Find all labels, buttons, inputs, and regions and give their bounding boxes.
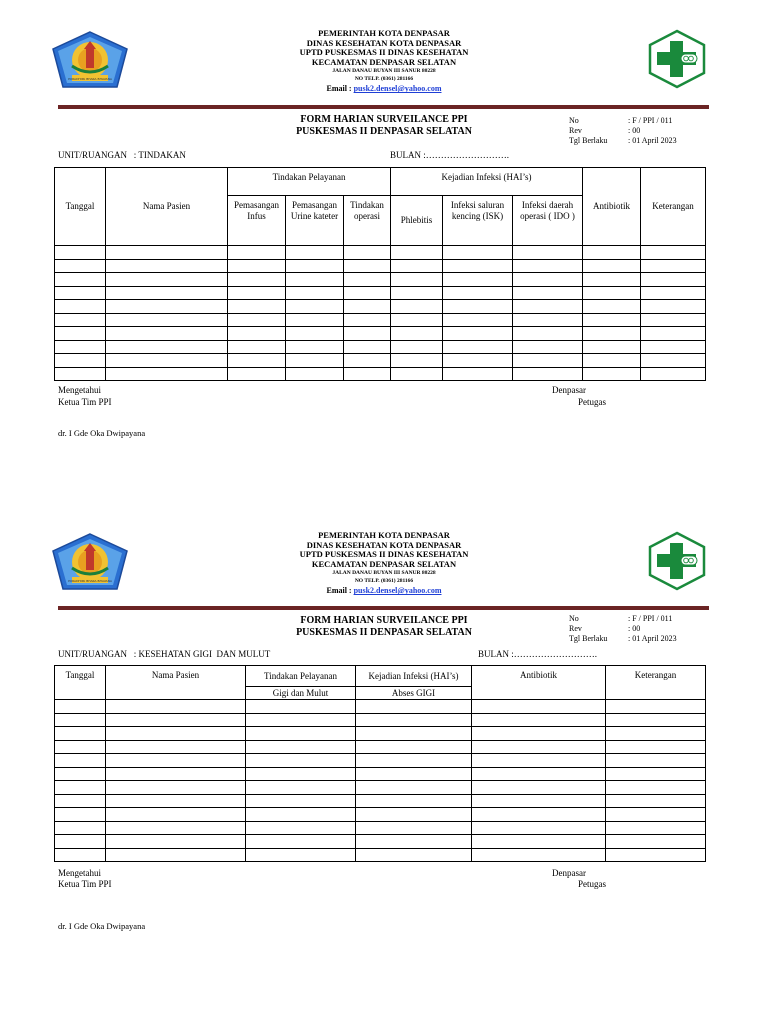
form-title-line: FORM HARIAN SURVEILANCE PPI (300, 114, 468, 125)
table-cell[interactable] (583, 273, 641, 287)
ketua-label: Ketua Tim PPI (58, 397, 112, 407)
table-cell[interactable] (55, 713, 106, 727)
table-cell[interactable] (443, 340, 513, 354)
table-cell[interactable] (106, 700, 246, 714)
table-row (55, 794, 706, 808)
col-nama-pasien: Nama Pasien (106, 168, 228, 246)
table-cell[interactable] (513, 354, 583, 368)
table-row (55, 848, 706, 862)
table-cell[interactable] (246, 767, 356, 781)
table-cell[interactable] (286, 313, 344, 327)
table-cell[interactable] (286, 286, 344, 300)
table-cell[interactable] (228, 313, 286, 327)
puskesmas-logo-icon (645, 29, 709, 89)
table-cell[interactable] (641, 273, 706, 287)
col-keterangan: Keterangan (641, 168, 706, 246)
table-cell[interactable] (356, 767, 472, 781)
puskesmas-logo-icon (645, 531, 709, 591)
table-cell[interactable] (106, 808, 246, 822)
surveillance-table (54, 665, 706, 862)
table-cell[interactable] (606, 835, 706, 849)
table-cell[interactable] (472, 794, 606, 808)
letterhead-line: DINAS KESEHATAN KOTA DENPASAR (306, 37, 462, 48)
letterhead-phone: NO TELP. (0361) 281166 (354, 578, 414, 585)
table-cell[interactable] (246, 808, 356, 822)
doctor-name: dr. I Gde Oka Dwipayana (58, 428, 146, 438)
table-cell[interactable] (472, 835, 606, 849)
letterhead-line: KECAMATAN DENPASAR SELATAN (311, 56, 457, 67)
meta-key: Rev (569, 126, 582, 135)
email-label: Email : (326, 586, 354, 596)
table-cell[interactable] (513, 259, 583, 273)
table-cell[interactable] (391, 300, 443, 314)
table-cell[interactable] (391, 340, 443, 354)
table-cell[interactable] (246, 781, 356, 795)
table-cell[interactable] (286, 354, 344, 368)
table-cell[interactable] (106, 259, 228, 273)
table-cell[interactable] (356, 848, 472, 862)
meta-value: : 00 (628, 126, 641, 135)
table-cell[interactable] (286, 300, 344, 314)
col-tindakan-operasi: Tindakan operasi (344, 196, 391, 246)
letterhead-email-row (230, 585, 538, 596)
table-cell[interactable] (356, 727, 472, 741)
col-ido: Infeksi daerah operasi ( IDO ) (513, 196, 583, 246)
table-cell[interactable] (443, 286, 513, 300)
meta-key: Tgl Berlaku (569, 634, 608, 643)
table-cell[interactable] (246, 727, 356, 741)
table-row (55, 286, 706, 300)
table-cell[interactable] (443, 273, 513, 287)
form-title-line: PUSKESMAS II DENPASAR SELATAN (296, 126, 472, 137)
table-cell[interactable] (55, 821, 106, 835)
form-kesehatan-gigi (0, 502, 768, 1002)
table-cell[interactable] (106, 246, 228, 260)
col-keterangan: Keterangan (606, 666, 706, 700)
table-row (55, 327, 706, 341)
table-row (55, 808, 706, 822)
table-cell[interactable] (443, 313, 513, 327)
table-cell[interactable] (55, 808, 106, 822)
form-title-line: PUSKESMAS II DENPASAR SELATAN (296, 627, 472, 638)
form-title (260, 615, 508, 639)
table-cell[interactable] (286, 367, 344, 381)
meta-value: : F / PPI / 011 (628, 614, 673, 623)
table-cell[interactable] (106, 781, 246, 795)
table-cell[interactable] (106, 354, 228, 368)
table-cell[interactable] (641, 246, 706, 260)
table-cell[interactable] (606, 754, 706, 768)
table-cell[interactable] (443, 367, 513, 381)
table-cell[interactable] (106, 727, 246, 741)
table-cell[interactable] (55, 327, 106, 341)
denpasar-label: Denpasar (552, 385, 586, 395)
table-cell[interactable] (641, 367, 706, 381)
table-cell[interactable] (106, 754, 246, 768)
letterhead-line: PEMERINTAH KOTA DENPASAR (318, 530, 450, 540)
email-link[interactable]: pusk2.densel@yahoo.com (353, 84, 442, 94)
table-cell[interactable] (55, 848, 106, 862)
table-row (55, 700, 706, 714)
table-cell[interactable] (606, 781, 706, 795)
table-cell[interactable] (356, 713, 472, 727)
meta-key: No (569, 614, 579, 623)
table-cell[interactable] (228, 286, 286, 300)
table-cell[interactable] (228, 300, 286, 314)
table-cell[interactable] (246, 754, 356, 768)
table-cell[interactable] (246, 794, 356, 808)
table-cell[interactable] (286, 273, 344, 287)
table-cell[interactable] (513, 273, 583, 287)
table-cell[interactable] (356, 821, 472, 835)
table-cell[interactable] (106, 794, 246, 808)
table-cell[interactable] (391, 313, 443, 327)
table-cell[interactable] (606, 740, 706, 754)
letterhead-email-row (230, 83, 538, 94)
table-cell[interactable] (106, 273, 228, 287)
table-cell[interactable] (513, 340, 583, 354)
table-cell[interactable] (472, 781, 606, 795)
table-cell[interactable] (606, 848, 706, 862)
table-cell[interactable] (344, 273, 391, 287)
table-cell[interactable] (106, 327, 228, 341)
form-title (260, 114, 508, 138)
table-cell[interactable] (583, 286, 641, 300)
table-cell[interactable] (106, 713, 246, 727)
table-row (55, 313, 706, 327)
meta-key: Rev (569, 624, 582, 633)
table-row (55, 835, 706, 849)
table-cell[interactable] (55, 700, 106, 714)
table-row (55, 367, 706, 381)
table-cell[interactable] (443, 259, 513, 273)
letterhead-line: PEMERINTAH KOTA DENPASAR (318, 28, 450, 38)
letterhead-line: KECAMATAN DENPASAR SELATAN (311, 558, 457, 569)
table-cell[interactable] (106, 367, 228, 381)
table-cell[interactable] (246, 821, 356, 835)
col-kejadian-infeksi: Kejadian Infeksi (HAI’s) (356, 666, 472, 687)
table-cell[interactable] (55, 246, 106, 260)
table-cell[interactable] (472, 713, 606, 727)
table-cell[interactable] (356, 794, 472, 808)
table-cell[interactable] (106, 835, 246, 849)
table-cell[interactable] (344, 313, 391, 327)
col-tanggal: Tanggal (55, 666, 106, 700)
table-row (55, 821, 706, 835)
table-cell[interactable] (106, 848, 246, 862)
meta-value: : 00 (628, 624, 641, 633)
table-cell[interactable] (55, 754, 106, 768)
table-cell[interactable] (472, 700, 606, 714)
table-cell[interactable] (513, 300, 583, 314)
table-cell[interactable] (228, 340, 286, 354)
table-cell[interactable] (606, 713, 706, 727)
table-cell[interactable] (106, 286, 228, 300)
table-cell[interactable] (513, 246, 583, 260)
col-phlebitis: Phlebitis (391, 196, 443, 246)
table-cell[interactable] (472, 821, 606, 835)
table-cell[interactable] (106, 300, 228, 314)
meta-value: : F / PPI / 011 (628, 116, 673, 125)
table-cell[interactable] (55, 313, 106, 327)
table-row (55, 259, 706, 273)
table-row (55, 354, 706, 368)
table-cell[interactable] (583, 340, 641, 354)
table-cell[interactable] (286, 327, 344, 341)
table-cell[interactable] (228, 327, 286, 341)
table-cell[interactable] (391, 246, 443, 260)
table-cell[interactable] (356, 754, 472, 768)
table-cell[interactable] (606, 767, 706, 781)
table-cell[interactable] (344, 354, 391, 368)
letterhead-address: JALAN DANAU BUYAN III SANUR 80228 (332, 570, 436, 577)
col-kejadian-infeksi: Kejadian Infeksi (HAI’s) (391, 168, 583, 196)
table-cell[interactable] (583, 300, 641, 314)
table-cell[interactable] (443, 300, 513, 314)
table-cell[interactable] (106, 740, 246, 754)
table-cell[interactable] (472, 767, 606, 781)
mengetahui-label: Mengetahui (58, 385, 101, 395)
table-cell[interactable] (246, 740, 356, 754)
col-isk: Infeksi saluran kencing (ISK) (443, 196, 513, 246)
table-cell[interactable] (55, 767, 106, 781)
table-cell[interactable] (356, 808, 472, 822)
table-cell[interactable] (472, 848, 606, 862)
header-rule (58, 105, 709, 109)
table-body (55, 246, 706, 381)
table-cell[interactable] (513, 327, 583, 341)
table-cell[interactable] (472, 740, 606, 754)
table-cell[interactable] (55, 286, 106, 300)
table-cell[interactable] (443, 354, 513, 368)
col-tindakan-pelayanan: Tindakan Pelayanan (246, 666, 356, 687)
table-cell[interactable] (246, 848, 356, 862)
email-label: Email : (326, 84, 354, 94)
table-cell[interactable] (106, 821, 246, 835)
bulan-label: BULAN :………………………. (390, 150, 509, 160)
meta-key: Tgl Berlaku (569, 136, 608, 145)
ketua-label: Ketua Tim PPI (58, 879, 112, 889)
table-cell[interactable] (443, 246, 513, 260)
table-cell[interactable] (472, 754, 606, 768)
unit-label: UNIT/RUANGAN : TINDAKAN (58, 150, 186, 160)
table-cell[interactable] (391, 327, 443, 341)
letterhead-address: JALAN DANAU BUYAN III SANUR 80228 (332, 68, 436, 75)
table-cell[interactable] (641, 313, 706, 327)
table-cell[interactable] (344, 259, 391, 273)
table-cell[interactable] (344, 367, 391, 381)
table-cell[interactable] (356, 700, 472, 714)
col-nama-pasien: Nama Pasien (106, 666, 246, 700)
table-cell[interactable] (55, 794, 106, 808)
bulan-label: BULAN :………………………. (478, 649, 597, 659)
table-cell[interactable] (472, 727, 606, 741)
table-cell[interactable] (344, 327, 391, 341)
table-cell[interactable] (641, 354, 706, 368)
table-cell[interactable] (246, 835, 356, 849)
form-meta (569, 614, 677, 644)
email-link[interactable]: pusk2.densel@yahoo.com (353, 586, 442, 596)
table-cell[interactable] (344, 286, 391, 300)
table-cell[interactable] (356, 740, 472, 754)
table-cell[interactable] (606, 727, 706, 741)
table-row (55, 727, 706, 741)
table-row (55, 713, 706, 727)
table-body (55, 700, 706, 862)
col-abses-gigi: Abses GIGI (356, 687, 472, 700)
petugas-label: Petugas (578, 879, 606, 889)
table-cell[interactable] (606, 808, 706, 822)
table-cell[interactable] (356, 835, 472, 849)
table-cell[interactable] (228, 273, 286, 287)
col-pemasangan-urine: Pemasangan Urine kateter (286, 196, 344, 246)
table-cell[interactable] (286, 246, 344, 260)
table-cell[interactable] (583, 313, 641, 327)
table-row (55, 246, 706, 260)
unit-label: UNIT/RUANGAN : KESEHATAN GIGI DAN MULUT (58, 649, 271, 659)
table-cell[interactable] (106, 340, 228, 354)
table-cell[interactable] (228, 367, 286, 381)
table-cell[interactable] (391, 259, 443, 273)
table-cell[interactable] (443, 327, 513, 341)
table-row (55, 767, 706, 781)
table-cell[interactable] (106, 313, 228, 327)
letterhead (230, 531, 538, 596)
denpasar-city-logo-icon (50, 532, 130, 592)
table-cell[interactable] (246, 713, 356, 727)
table-row (55, 273, 706, 287)
letterhead-line: UPTD PUSKESMAS II DINAS KESEHATAN (299, 47, 469, 58)
table-cell[interactable] (583, 354, 641, 368)
col-antibiotik: Antibiotik (472, 666, 606, 700)
denpasar-label: Denpasar (552, 868, 586, 878)
form-title-line: FORM HARIAN SURVEILANCE PPI (300, 615, 468, 626)
table-cell[interactable] (513, 286, 583, 300)
table-cell[interactable] (472, 808, 606, 822)
table-cell[interactable] (606, 794, 706, 808)
header-rule (58, 606, 709, 610)
table-cell[interactable] (391, 354, 443, 368)
table-cell[interactable] (286, 259, 344, 273)
table-row (55, 300, 706, 314)
table-cell[interactable] (55, 835, 106, 849)
col-tanggal: Tanggal (55, 168, 106, 246)
letterhead-line: UPTD PUSKESMAS II DINAS KESEHATAN (299, 549, 469, 560)
table-row (55, 781, 706, 795)
table-cell[interactable] (228, 259, 286, 273)
table-cell[interactable] (344, 300, 391, 314)
table-cell[interactable] (641, 259, 706, 273)
table-cell[interactable] (344, 340, 391, 354)
meta-key: No (569, 116, 579, 125)
table-cell[interactable] (106, 767, 246, 781)
doctor-name: dr. I Gde Oka Dwipayana (58, 921, 146, 931)
table-cell[interactable] (391, 367, 443, 381)
mengetahui-label: Mengetahui (58, 868, 101, 878)
surveillance-table (54, 167, 706, 381)
table-cell[interactable] (55, 367, 106, 381)
table-cell[interactable] (513, 313, 583, 327)
letterhead-phone: NO TELP. (0361) 281166 (354, 76, 414, 83)
table-cell[interactable] (55, 259, 106, 273)
meta-value: : 01 April 2023 (628, 634, 677, 643)
table-cell[interactable] (228, 354, 286, 368)
form-tindakan (0, 0, 768, 500)
logo-motto: PURADHIPA BHARA BHAVANA (68, 579, 112, 583)
table-cell[interactable] (356, 781, 472, 795)
col-gigi-dan-mulut: Gigi dan Mulut (246, 687, 356, 700)
table-cell[interactable] (641, 300, 706, 314)
form-meta (569, 116, 677, 146)
table-cell[interactable] (55, 354, 106, 368)
table-cell[interactable] (55, 300, 106, 314)
table-cell[interactable] (583, 367, 641, 381)
table-cell[interactable] (583, 259, 641, 273)
table-cell[interactable] (246, 700, 356, 714)
denpasar-city-logo-icon (50, 30, 130, 90)
table-cell[interactable] (583, 246, 641, 260)
petugas-label: Petugas (578, 397, 606, 407)
meta-value: : 01 April 2023 (628, 136, 677, 145)
table-cell[interactable] (606, 821, 706, 835)
table-cell[interactable] (55, 273, 106, 287)
table-cell[interactable] (55, 781, 106, 795)
logo-motto: PURADHIPA BHARA BHAVANA (68, 77, 112, 81)
table-cell[interactable] (641, 327, 706, 341)
table-cell[interactable] (583, 327, 641, 341)
col-antibiotik: Antibiotik (583, 168, 641, 246)
table-cell[interactable] (228, 246, 286, 260)
table-cell[interactable] (286, 340, 344, 354)
table-row (55, 340, 706, 354)
table-cell[interactable] (55, 340, 106, 354)
table-cell[interactable] (55, 740, 106, 754)
table-cell[interactable] (391, 286, 443, 300)
table-row (55, 740, 706, 754)
letterhead (230, 29, 538, 94)
col-tindakan-pelayanan: Tindakan Pelayanan (228, 168, 391, 196)
table-cell[interactable] (344, 246, 391, 260)
table-cell[interactable] (55, 727, 106, 741)
col-pemasangan-infus: Pemasangan Infus (228, 196, 286, 246)
table-cell[interactable] (513, 367, 583, 381)
table-cell[interactable] (641, 340, 706, 354)
table-row (55, 754, 706, 768)
table-cell[interactable] (641, 286, 706, 300)
letterhead-line: DINAS KESEHATAN KOTA DENPASAR (306, 539, 462, 550)
table-cell[interactable] (606, 700, 706, 714)
table-cell[interactable] (391, 273, 443, 287)
